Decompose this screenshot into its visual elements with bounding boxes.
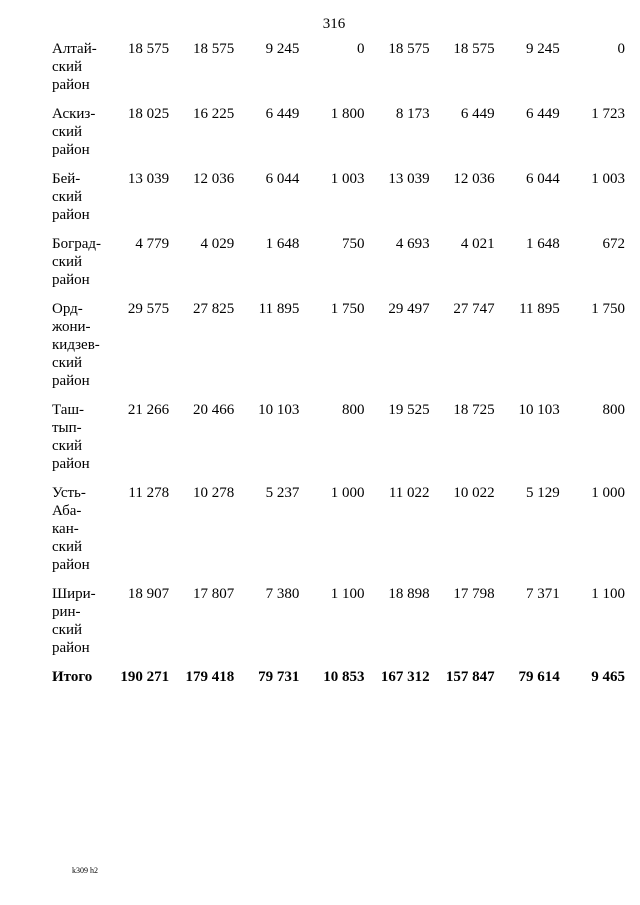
table-row — [52, 235, 625, 300]
total-row — [52, 668, 625, 686]
table-row — [52, 40, 625, 105]
total-value-cell: 79 614 — [518, 669, 560, 685]
value-cell: 18 575 — [127, 41, 170, 57]
value-cell: 12 036 — [192, 171, 235, 187]
table-row — [52, 484, 625, 585]
district-name — [52, 40, 104, 105]
district-name-line: ский — [52, 539, 82, 555]
value-cell: 17 798 — [453, 586, 495, 602]
page-number: 316 — [322, 16, 346, 32]
district-name-line: район — [52, 557, 90, 573]
value-cell: 9 245 — [526, 41, 560, 57]
district-name — [52, 484, 104, 585]
total-value-cell: 79 731 — [258, 669, 300, 685]
district-name-line: ский — [52, 622, 82, 638]
value-cell: 1 000 — [591, 485, 625, 501]
value-cell: 1 000 — [330, 485, 365, 501]
value-cell: 0 — [356, 41, 365, 57]
value-cell: 19 525 — [388, 402, 430, 418]
value-cell: 10 022 — [453, 485, 495, 501]
value-cell: 1 648 — [526, 236, 560, 252]
value-cell: 18 898 — [388, 586, 430, 602]
value-cell: 10 103 — [518, 402, 560, 418]
district-name-line: тып- — [52, 420, 82, 436]
district-name — [52, 401, 104, 484]
value-cell: 4 779 — [135, 236, 170, 252]
value-cell: 11 278 — [128, 485, 170, 501]
district-name — [52, 105, 104, 170]
value-cell: 11 022 — [388, 485, 430, 501]
district-name-line: Шири- — [52, 586, 96, 602]
table-row — [52, 401, 625, 484]
total-value-cell: 10 853 — [323, 669, 365, 685]
district-name-line: Усть- — [52, 485, 86, 501]
value-cell: 1 100 — [330, 586, 365, 602]
total-value-cell: 9 465 — [591, 669, 625, 685]
district-name-line: Боград- — [52, 236, 102, 252]
total-value-cell: 179 418 — [185, 669, 235, 685]
value-cell: 1 100 — [591, 586, 625, 602]
district-name-line: район — [52, 373, 90, 389]
value-cell: 1 800 — [330, 106, 365, 122]
value-cell: 5 129 — [526, 485, 560, 501]
value-cell: 6 044 — [526, 171, 560, 187]
value-cell: 5 237 — [265, 485, 300, 501]
value-cell: 13 039 — [127, 171, 170, 187]
value-cell: 27 747 — [453, 301, 495, 317]
total-value-cell: 190 271 — [120, 669, 170, 685]
district-name-line: ский — [52, 59, 82, 75]
value-cell: 6 449 — [460, 106, 495, 122]
value-cell: 1 648 — [265, 236, 300, 252]
value-cell: 18 907 — [127, 586, 170, 602]
table-row — [52, 170, 625, 235]
value-cell: 10 103 — [258, 402, 300, 418]
value-cell: 750 — [341, 236, 365, 252]
value-cell: 12 036 — [453, 171, 495, 187]
district-name-line: ский — [52, 438, 82, 454]
district-name-line: район — [52, 207, 90, 223]
district-name-line: кидзев- — [52, 337, 100, 353]
district-name — [52, 235, 104, 300]
value-cell: 17 807 — [192, 586, 235, 602]
total-value-cell: 157 847 — [445, 669, 495, 685]
district-name-line: район — [52, 456, 90, 472]
value-cell: 6 449 — [265, 106, 300, 122]
value-cell: 4 693 — [395, 236, 430, 252]
value-cell: 18 725 — [453, 402, 495, 418]
district-name-line: кан- — [52, 521, 79, 537]
table-row — [52, 300, 625, 401]
value-cell: 4 021 — [460, 236, 495, 252]
value-cell: 18 575 — [453, 41, 495, 57]
total-label: Итого — [52, 669, 93, 685]
district-name-line: рин- — [52, 604, 81, 620]
district-name-line: Бей- — [52, 171, 81, 187]
value-cell: 6 044 — [265, 171, 300, 187]
value-cell: 29 575 — [127, 301, 170, 317]
value-cell: 20 466 — [192, 402, 235, 418]
value-cell: 16 225 — [192, 106, 235, 122]
district-name — [52, 300, 104, 401]
district-name-line: Орд- — [52, 301, 83, 317]
value-cell: 11 895 — [519, 301, 560, 317]
value-cell: 10 278 — [192, 485, 235, 501]
value-cell: 8 173 — [395, 106, 430, 122]
district-name-line: район — [52, 640, 90, 656]
district-budget-table — [52, 40, 625, 686]
table-row — [52, 105, 625, 170]
district-name — [52, 585, 104, 668]
value-cell: 13 039 — [388, 171, 430, 187]
district-name-line: Аскиз- — [52, 106, 96, 122]
district-name-line: ский — [52, 254, 82, 270]
district-name-line: район — [52, 77, 90, 93]
value-cell: 1 723 — [591, 106, 625, 122]
value-cell: 800 — [602, 402, 625, 418]
value-cell: 1 750 — [330, 301, 365, 317]
value-cell: 21 266 — [127, 402, 170, 418]
district-name-line: ский — [52, 189, 82, 205]
value-cell: 9 245 — [265, 41, 300, 57]
value-cell: 1 003 — [591, 171, 625, 187]
district-name-line: ский — [52, 124, 82, 140]
value-cell: 29 497 — [388, 301, 430, 317]
value-cell: 7 371 — [526, 586, 560, 602]
value-cell: 4 029 — [200, 236, 235, 252]
value-cell: 800 — [341, 402, 365, 418]
district-name-line: ский — [52, 355, 82, 371]
table-body — [52, 40, 625, 686]
district-name-line: Алтай- — [52, 41, 97, 57]
value-cell: 7 380 — [265, 586, 300, 602]
total-value-cell: 167 312 — [380, 669, 430, 685]
value-cell: 6 449 — [526, 106, 560, 122]
district-name-line: район — [52, 142, 90, 158]
value-cell: 18 025 — [127, 106, 170, 122]
district-name-line: Аба- — [52, 503, 82, 519]
district-name-line: район — [52, 272, 90, 288]
value-cell: 18 575 — [192, 41, 235, 57]
district-name-line: Таш- — [52, 402, 84, 418]
district-name — [52, 170, 104, 235]
district-name-line: жони- — [52, 319, 91, 335]
value-cell: 672 — [602, 236, 625, 252]
value-cell: 18 575 — [388, 41, 430, 57]
value-cell: 1 750 — [591, 301, 625, 317]
value-cell: 1 003 — [330, 171, 365, 187]
table-row — [52, 585, 625, 668]
document-code: k309 h2 — [72, 866, 98, 875]
value-cell: 27 825 — [192, 301, 235, 317]
value-cell: 0 — [617, 41, 625, 57]
value-cell: 11 895 — [258, 301, 300, 317]
